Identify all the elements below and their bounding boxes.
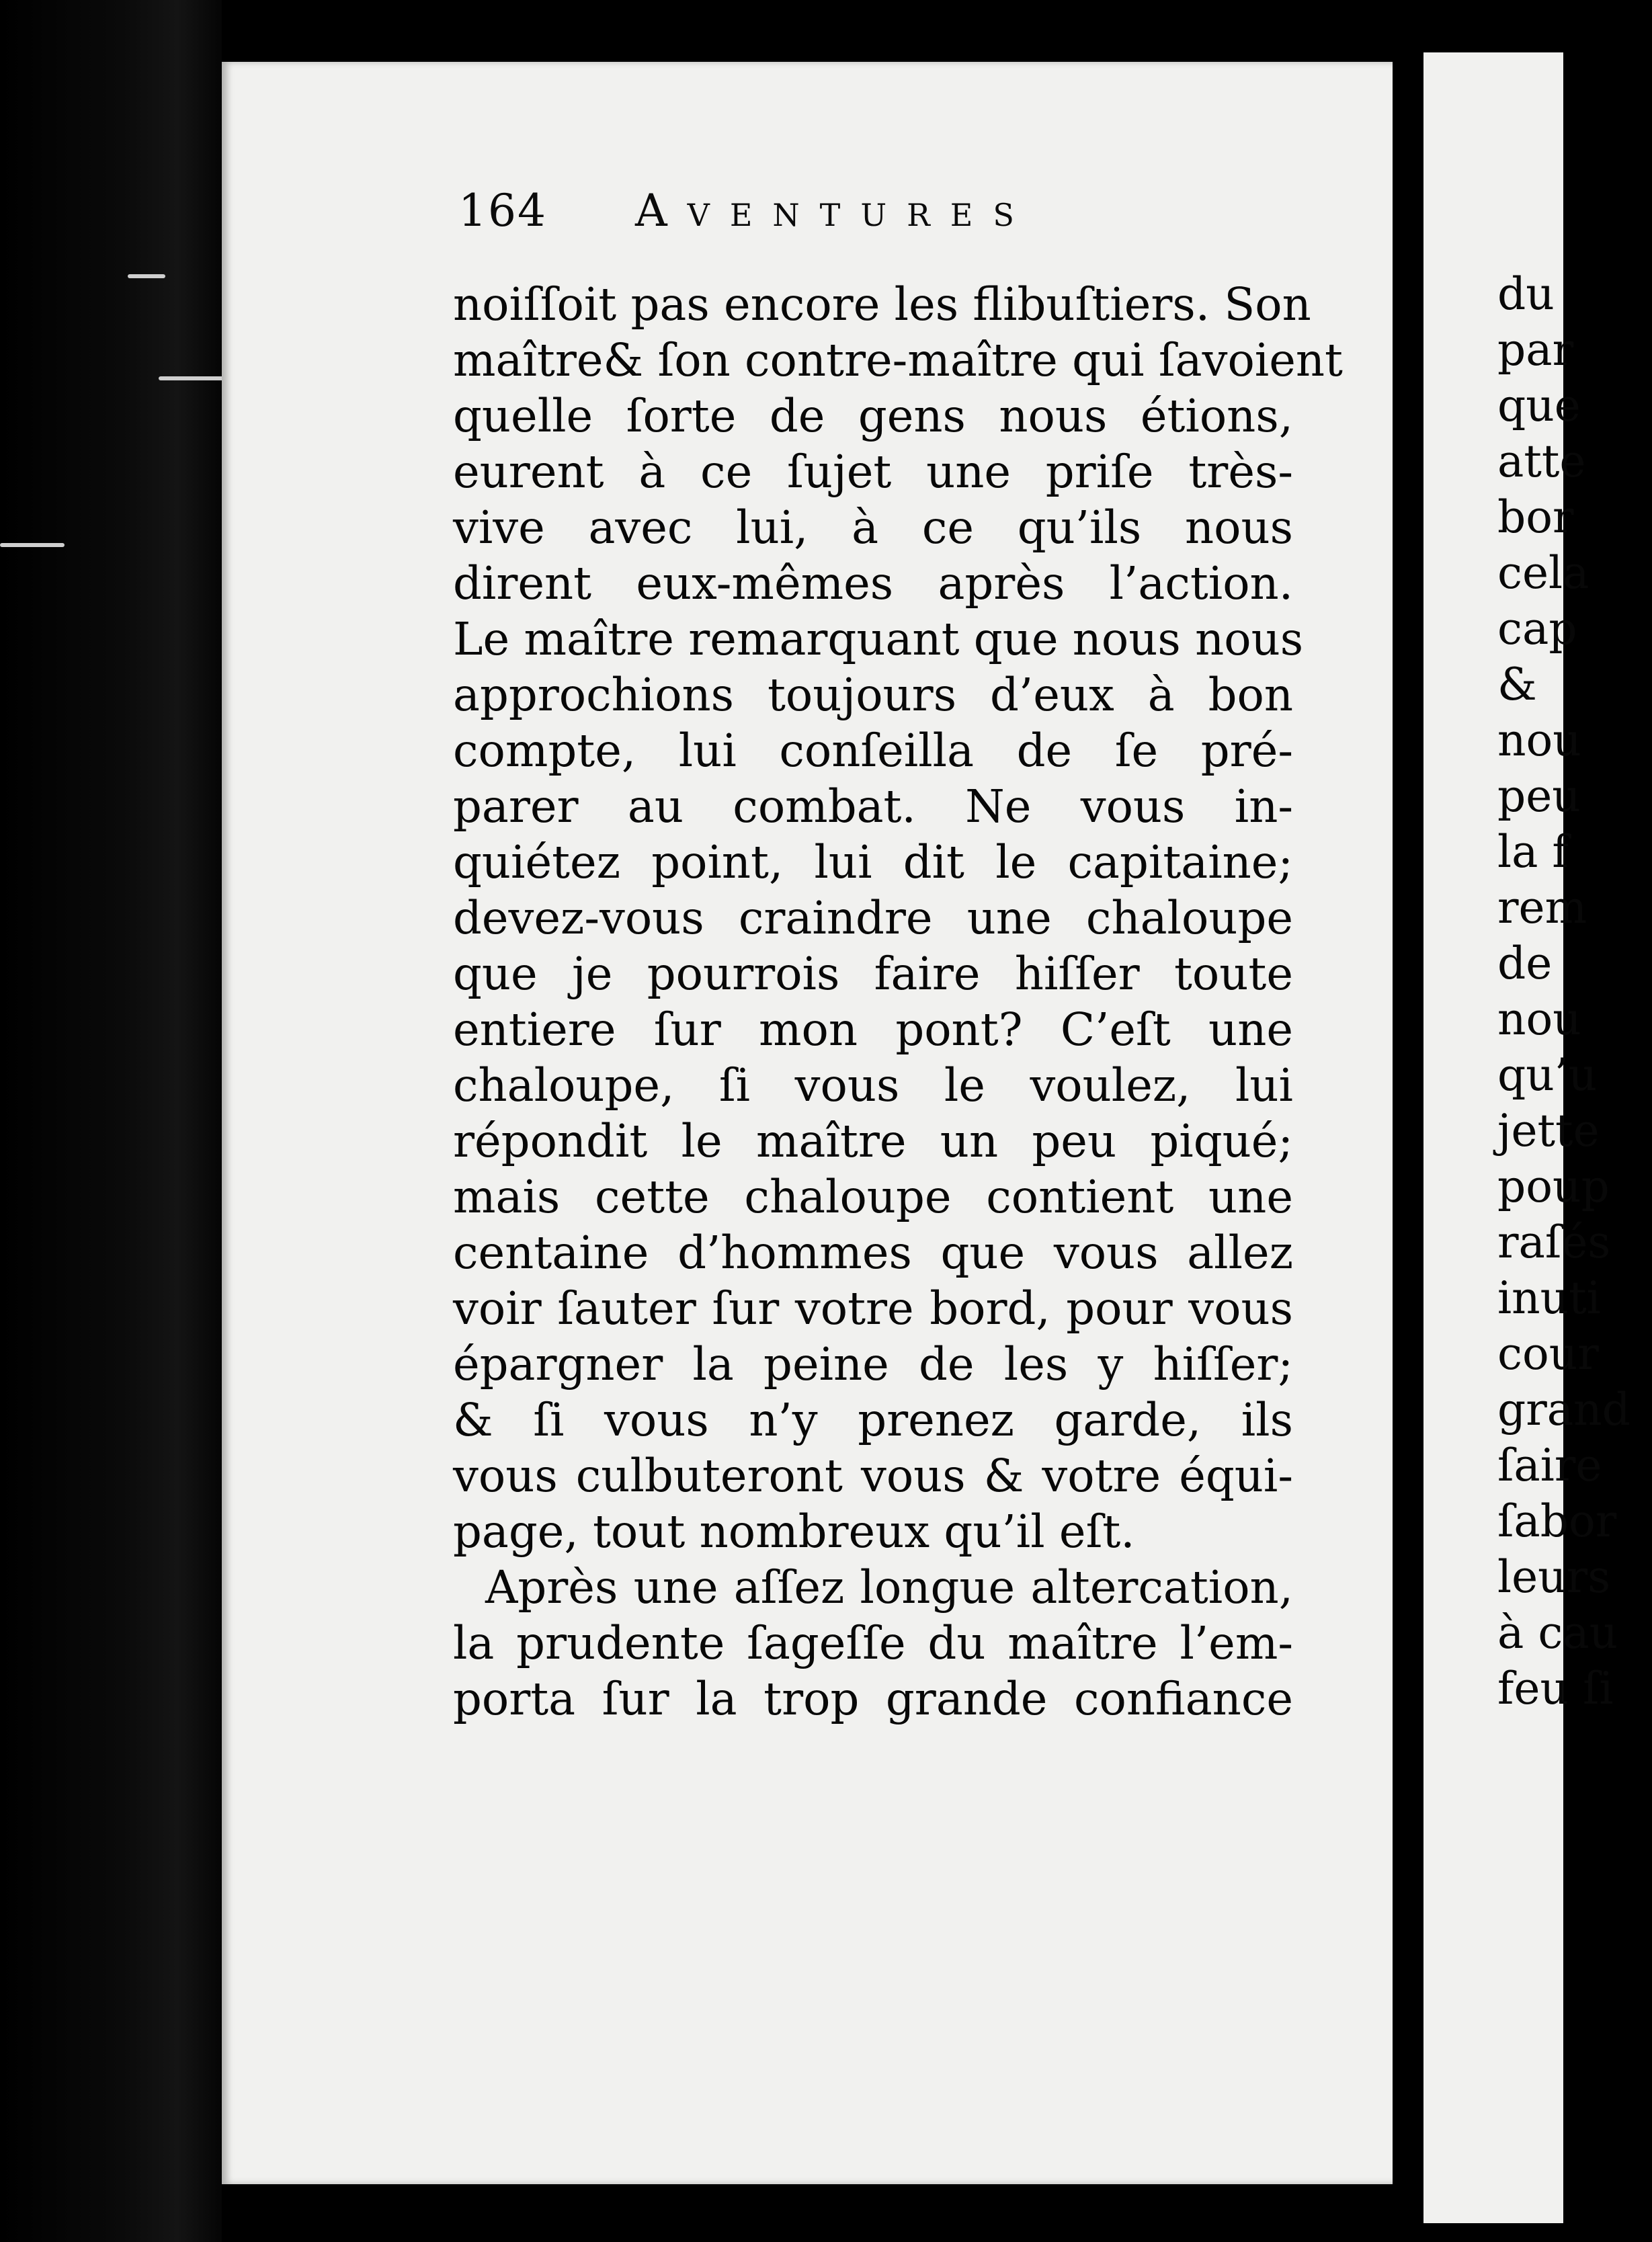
- text-line: inuti: [1497, 1272, 1601, 1324]
- text-line: voir ſauter ſur votre bord, pour vous: [453, 1282, 1293, 1335]
- text-line: de: [1497, 938, 1553, 989]
- text-line: compte, lui conſeilla de ſe pré-: [453, 724, 1293, 777]
- running-title: Aventures: [634, 185, 1034, 237]
- text-line: cour: [1497, 1328, 1599, 1380]
- text-line: cela: [1497, 547, 1589, 599]
- text-line: nou: [1497, 714, 1581, 766]
- text-line: parer au combat. Ne vous in-: [453, 780, 1293, 833]
- text-line: vive avec lui, à ce qu’ils nous: [453, 501, 1293, 554]
- text-line: quiétez point, lui dit le capitaine;: [453, 836, 1293, 888]
- edge-mark: [128, 274, 165, 278]
- text-line: poup: [1497, 1161, 1610, 1212]
- right-page: [1423, 52, 1630, 2223]
- text-line: quelle ſorte de gens nous étions,: [453, 390, 1293, 442]
- book-binding-edge: [0, 0, 222, 2242]
- text-line: maître& ſon contre-maître qui ſavoient: [453, 334, 1343, 386]
- text-line: grand: [1497, 1384, 1630, 1436]
- edge-mark: [0, 543, 65, 547]
- edge-mark: [159, 376, 226, 380]
- text-line: Après une aſſez longue altercation,: [485, 1561, 1293, 1614]
- text-line: entiere ſur mon pont? C’eſt une: [453, 1003, 1293, 1056]
- text-line: chaloupe, ſi vous le voulez, lui: [453, 1059, 1293, 1112]
- text-line: mais cette chaloupe contient une: [453, 1171, 1293, 1223]
- text-line: que je pourrois faire hiſſer toute: [453, 948, 1293, 1000]
- text-line: la prudente ſageſſe du maître l’em-: [453, 1617, 1293, 1669]
- text-line: eurent à ce ſujet une priſe très-: [453, 446, 1293, 498]
- text-line: cap: [1497, 603, 1577, 655]
- text-line: qu’u: [1497, 1049, 1598, 1101]
- text-line: répondit le maître un peu piqué;: [453, 1115, 1293, 1167]
- text-line: nou: [1497, 993, 1581, 1045]
- text-line: vous culbuteront vous & votre équi-: [453, 1450, 1293, 1502]
- text-line: feu ſi: [1497, 1663, 1614, 1714]
- text-line: & ſi vous n’y prenez garde, ils: [453, 1394, 1293, 1446]
- right-page-text: [1497, 266, 1652, 1716]
- text-line: centaine d’hommes que vous allez: [453, 1227, 1293, 1279]
- text-line: ſabor: [1497, 1495, 1617, 1547]
- text-line: du: [1497, 268, 1555, 320]
- text-line: leurs: [1497, 1551, 1611, 1603]
- text-line: Le maître remarquant que nous nous: [453, 613, 1304, 665]
- text-line: devez-vous craindre une chaloupe: [453, 892, 1293, 944]
- text-line: raſés: [1497, 1216, 1611, 1268]
- text-line: approchions toujours d’eux à bon: [453, 669, 1293, 721]
- text-line: ſaire: [1497, 1440, 1602, 1491]
- text-line: rem: [1497, 882, 1587, 933]
- text-line: noiſſoit pas encore les flibuſtiers. Son: [453, 278, 1311, 331]
- text-line: dirent eux-mêmes après l’action.: [453, 557, 1293, 610]
- text-line: jette: [1497, 1105, 1600, 1157]
- page-gutter: [1393, 40, 1423, 2211]
- body-text: [453, 277, 1343, 1727]
- text-line: à cau: [1497, 1607, 1618, 1659]
- text-line: bor: [1497, 491, 1574, 543]
- text-line: page, tout nombreux qu’il eſt.: [453, 1505, 1135, 1558]
- text-line: peu: [1497, 770, 1581, 822]
- page-number: 164: [458, 185, 547, 237]
- text-line: que: [1497, 380, 1581, 431]
- page-header: [458, 185, 1164, 239]
- text-line: la f: [1497, 826, 1569, 878]
- text-line: &: [1497, 659, 1537, 710]
- text-line: atte: [1497, 435, 1586, 487]
- text-line: épargner la peine de les y hiſſer;: [453, 1338, 1293, 1390]
- text-line: porta ſur la trop grande confiance: [453, 1673, 1293, 1725]
- text-line: par: [1497, 324, 1574, 376]
